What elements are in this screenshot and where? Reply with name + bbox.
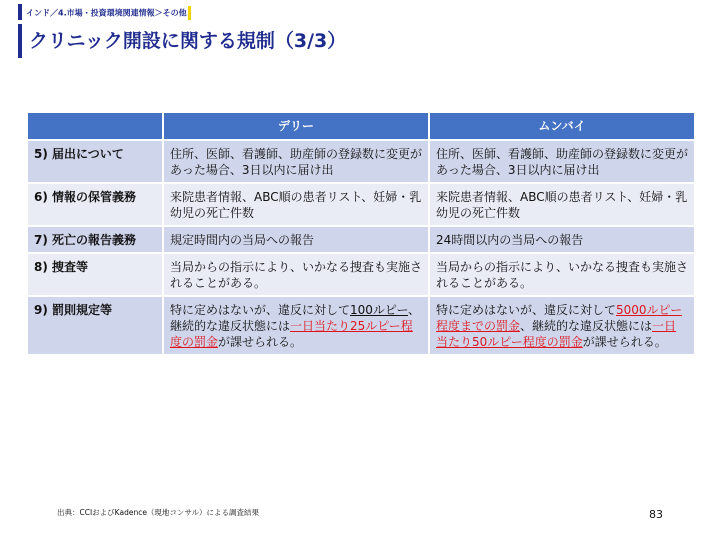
title-marker [18,24,22,58]
delhi-cell: 規定時間内の当局への報告 [163,226,429,253]
table-row [27,183,695,226]
delhi-cell [163,296,429,355]
mumbai-cell: 当局からの指示により、いかなる捜査も実施されることがある。 [429,253,695,296]
table-header-row [27,112,695,140]
regulation-table [26,111,696,356]
header-delhi: デリー [163,112,429,140]
delhi-cell: 来院患者情報、ABC順の患者リスト、妊婦・乳幼児の死亡件数 [163,183,429,226]
table-row [27,226,695,253]
table-row [27,296,695,355]
penalty-text: が課せられる。 [218,335,303,349]
breadcrumb-marker [18,4,22,20]
row-label: 9) 罰則規定等 [27,296,163,355]
penalty-text: 特に定めはないが、違反に対して [436,303,617,317]
source-note: 出典：CCIおよびKadence（現地コンサル）による調査結果 [57,508,260,517]
table-row [27,140,695,183]
breadcrumb-text: インド／4.市場・投資環境関連情報＞その他 [26,8,187,18]
penalty-text: 、継続的な違反状態には [170,303,420,333]
page-number: 83 [649,508,663,521]
delhi-cell: 住所、医師、看護師、助産師の登録数に変更があった場合、3日以内に届け出 [163,140,429,183]
header-mumbai: ムンバイ [429,112,695,140]
header-blank [27,112,163,140]
row-label: 8) 捜査等 [27,253,163,296]
penalty-highlight: 一日当たり50ルピー程度の罰金 [436,319,677,349]
mumbai-cell [429,296,695,355]
row-label: 6) 情報の保管義務 [27,183,163,226]
mumbai-cell: 来院患者情報、ABC順の患者リスト、妊婦・乳幼児の死亡件数 [429,183,695,226]
page-title: クリニック開設に関する規制（3/3） [29,30,347,52]
penalty-highlight: 一日当たり25ルピー程度の罰金 [170,319,413,349]
mumbai-cell: 24時間以内の当局への報告 [429,226,695,253]
penalty-text: 特に定めはないが、違反に対して [170,303,351,317]
penalty-highlight: 5000ルピー程度までの罰金 [436,303,683,333]
penalty-text: が課せられる。 [582,335,667,349]
mumbai-cell: 住所、医師、看護師、助産師の登録数に変更があった場合、3日以内に届け出 [429,140,695,183]
penalty-text: 、継続的な違反状態には [520,319,653,333]
breadcrumb-end-marker [188,6,191,20]
row-label: 5) 届出について [27,140,163,183]
row-label: 7) 死亡の報告義務 [27,226,163,253]
delhi-cell: 当局からの指示により、いかなる捜査も実施されることがある。 [163,253,429,296]
table-row [27,253,695,296]
penalty-amount: 100ルピー [350,303,408,317]
